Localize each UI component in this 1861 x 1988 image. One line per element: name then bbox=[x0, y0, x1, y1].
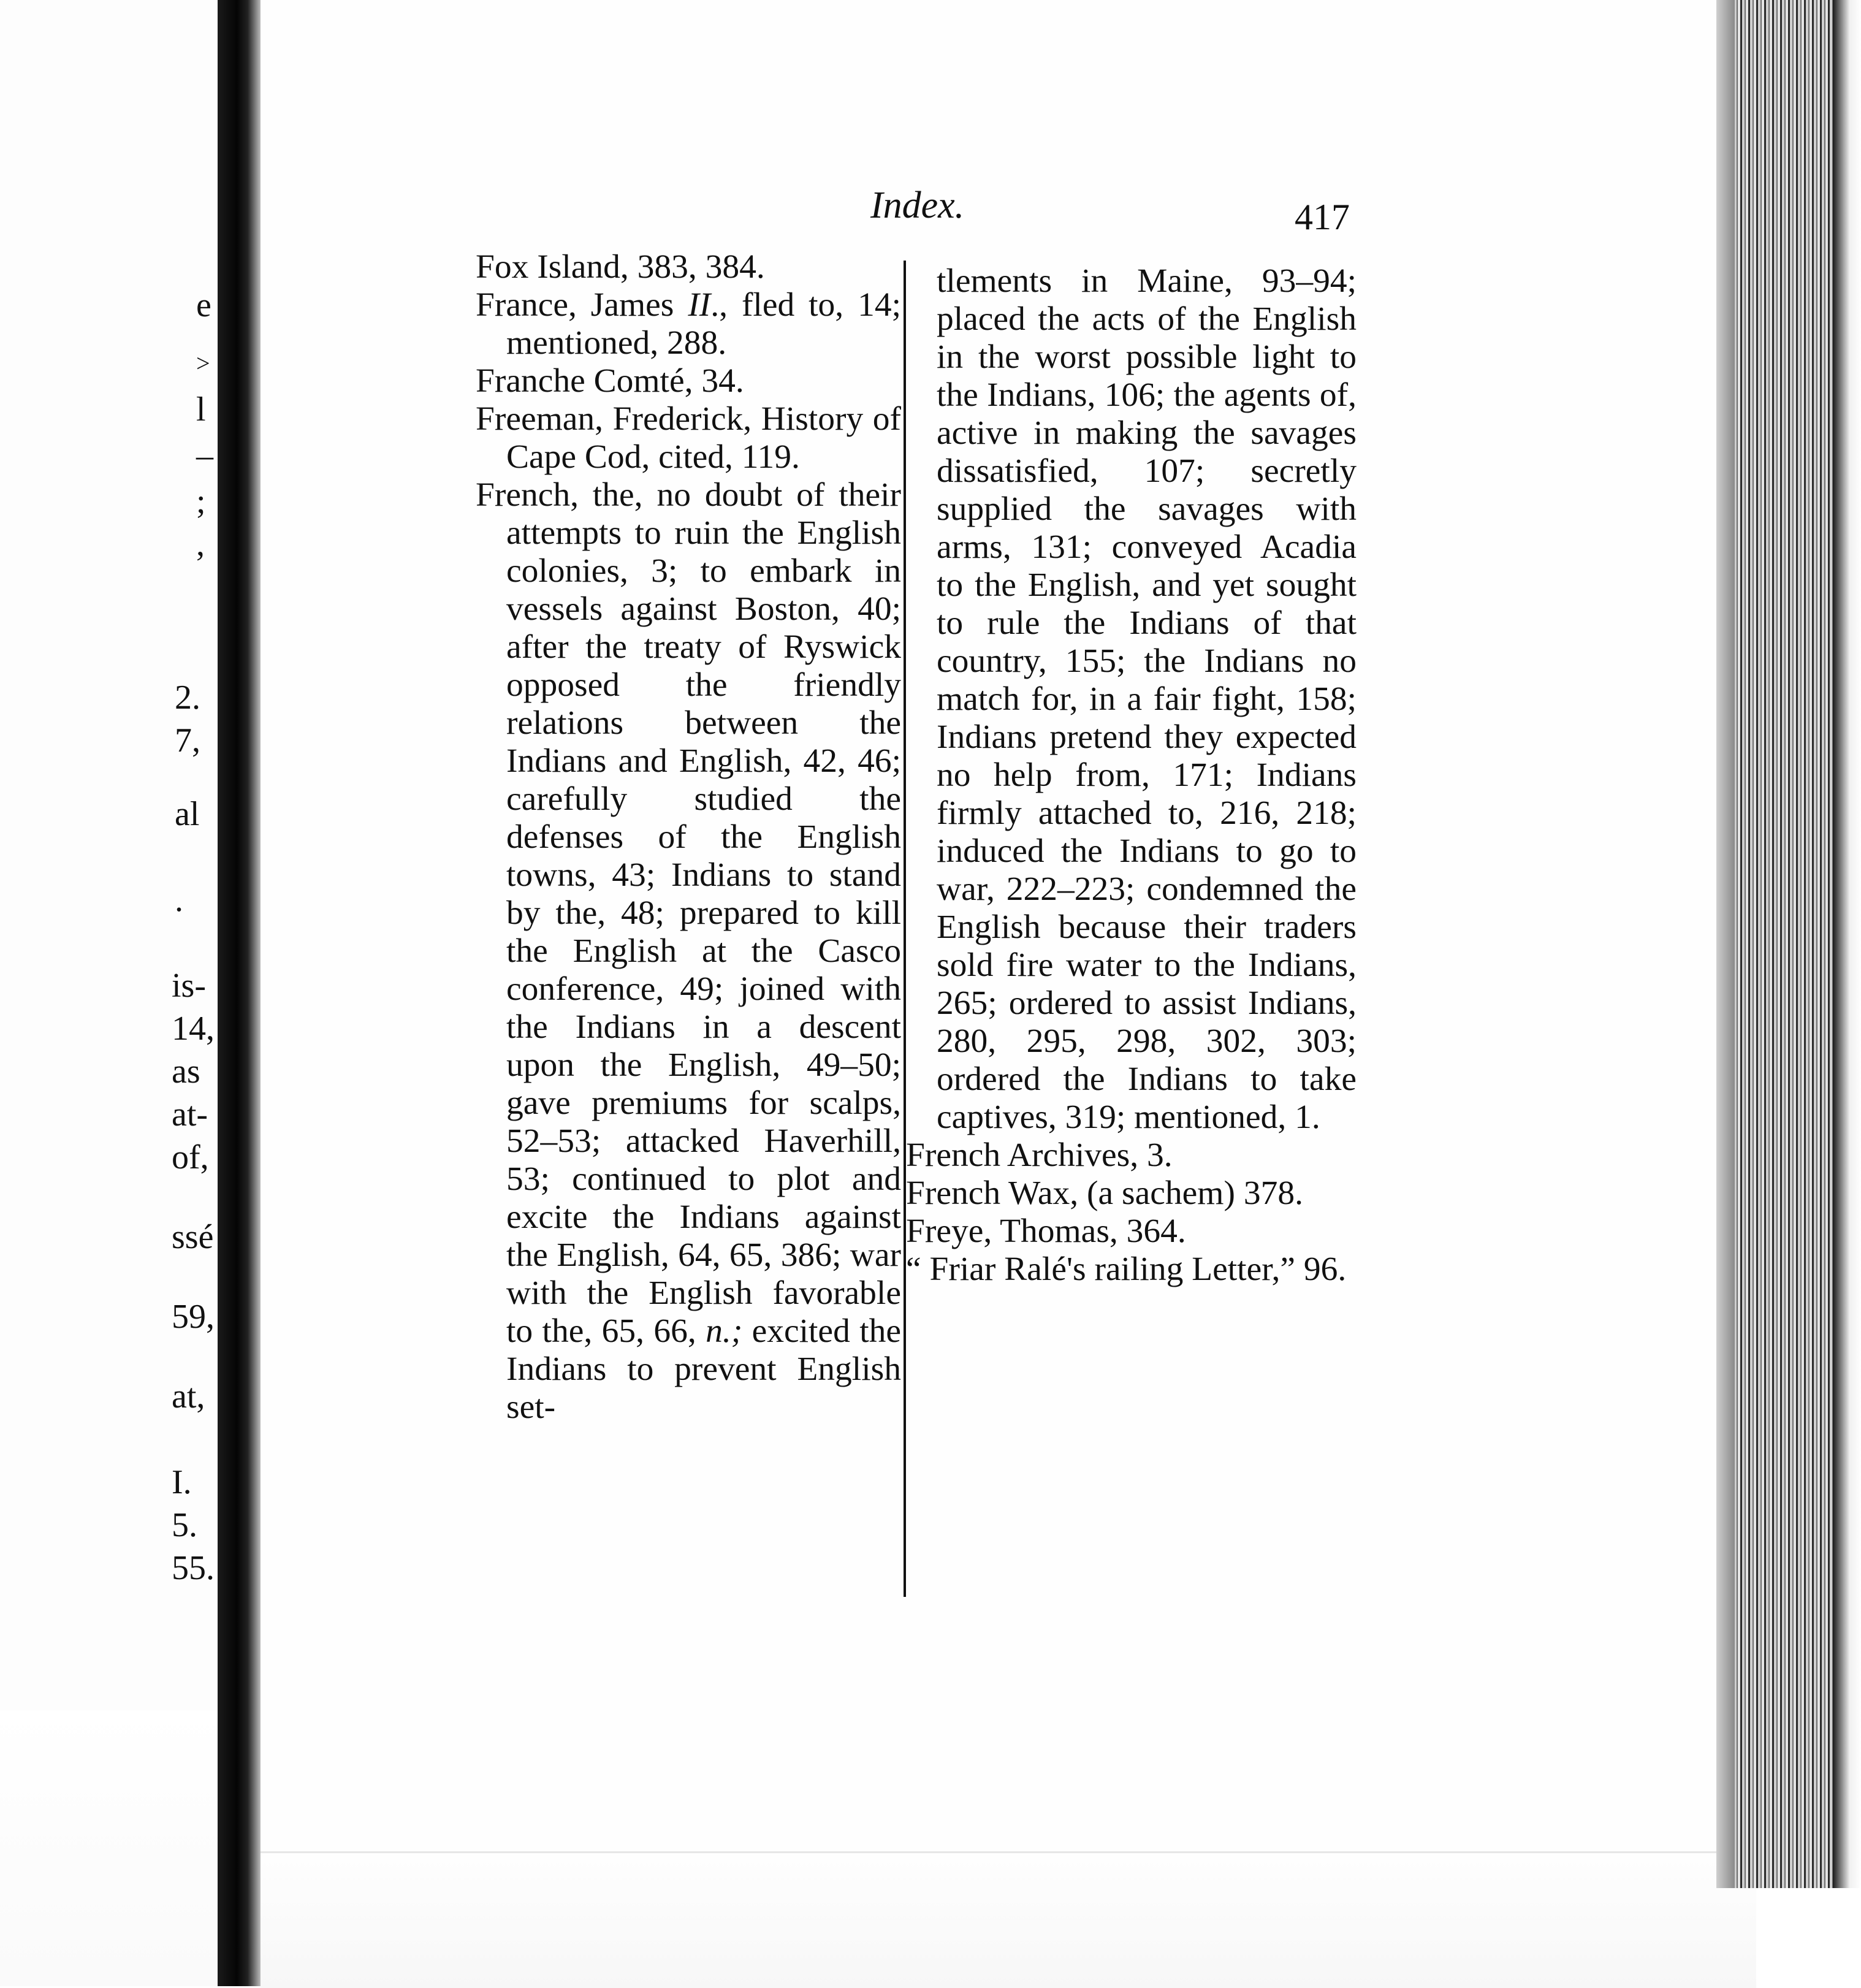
entry-text: French, the, no doubt of their attempts to ruin the English colonies, 3; to embark in vessels against Boston, 40; after the treaty of Ryswick opposed the friendly relations between the Indians and English, 42, 46; carefully studied the defenses of the English towns, 43; Indians to stand by the, 48; prepared to kill the English at the Casco conference, 49; joined with the Indians in a descent upon the English, 49–50; gave premiums for scalps, 52–53; attacked Haverhill, 53; continued to plot and excite the Indians against the English, 64, 65, 386; war with the English favorable to the, 65, 66, bbox=[476, 476, 901, 1350]
page-number: 417 bbox=[1295, 197, 1350, 237]
left-fragment: 5. bbox=[172, 1506, 197, 1544]
left-fragment: 2. bbox=[175, 679, 200, 717]
left-fragment: al bbox=[175, 795, 200, 833]
left-fragment: , bbox=[196, 525, 205, 563]
left-fragment: l bbox=[196, 390, 206, 428]
index-entry bbox=[476, 286, 901, 362]
entry-italic: n.; bbox=[706, 1312, 743, 1350]
left-fragment: ; bbox=[196, 482, 206, 520]
left-fragment: at- bbox=[172, 1095, 208, 1133]
left-fragment: – bbox=[196, 436, 213, 474]
index-column-left bbox=[476, 248, 901, 1426]
left-fragment: of, bbox=[172, 1138, 209, 1176]
index-entry: Fox Island, 383, 384. bbox=[476, 248, 765, 286]
left-fragment: e bbox=[196, 286, 211, 324]
entry-text: excited the Indians to prevent English set- bbox=[506, 1312, 901, 1426]
book-gutter bbox=[218, 0, 261, 1986]
fore-edge-shade bbox=[1716, 0, 1735, 1888]
left-fragment: I. bbox=[172, 1463, 192, 1501]
left-fragment: as bbox=[172, 1053, 200, 1091]
left-fragment: ssé bbox=[172, 1218, 214, 1256]
entry-text: France, James bbox=[476, 286, 688, 324]
index-entry: French Wax, (a sachem) 378. bbox=[906, 1175, 1303, 1212]
left-fragment: at, bbox=[172, 1377, 205, 1415]
left-fragment: > bbox=[196, 349, 210, 377]
page-title: Index. bbox=[870, 185, 965, 226]
index-column-right bbox=[906, 262, 1357, 1289]
index-entry bbox=[476, 476, 901, 1426]
left-fragment: 55. bbox=[172, 1549, 215, 1587]
index-entry: “ Friar Ralé's railing Letter,” 96. bbox=[906, 1251, 1347, 1288]
index-entry-continuation: tlements in Maine, 93–94; placed the acts of the English in the worst possible light to the Indians, 106; the agents of, active in making the savages dissatisfied, 107; secretly supplied the savages with arms, 131; conveyed Acadia to the English, and yet sought to rule the Indians of that country, 155; the Indians no match for, in a fair fight, 158; Indians pretend they expected no help from, 171; Indians firmly attached to, 216, 218; induced the Indians to go to war, 222–223; condemned the English because their traders sold fire water to the Indians, 265; ordered to assist Indians, 280, 295, 298, 302, 303; ordered the Indians to take captives, 319; mentioned, 1. bbox=[937, 262, 1357, 1136]
index-entry: Franche Comté, 34. bbox=[476, 362, 744, 400]
index-entry: Freye, Thomas, 364. bbox=[906, 1213, 1186, 1250]
entry-text: ., fled to, 14; mentioned, 288. bbox=[506, 286, 902, 362]
left-fragment: is- bbox=[172, 967, 206, 1005]
left-fragment: 59, bbox=[172, 1298, 215, 1336]
fore-edge-outer bbox=[1833, 0, 1861, 1888]
entry-italic: II bbox=[688, 286, 711, 324]
index-entry: Freeman, Frederick, History of Cape Cod, cited, 119. bbox=[476, 400, 901, 476]
left-fragment: 7, bbox=[175, 722, 200, 760]
index-entry: French Archives, 3. bbox=[906, 1137, 1173, 1174]
left-fragment: . bbox=[175, 881, 183, 919]
left-fragment: 14, bbox=[172, 1010, 215, 1048]
page-bottom-edge bbox=[261, 1851, 1756, 1988]
